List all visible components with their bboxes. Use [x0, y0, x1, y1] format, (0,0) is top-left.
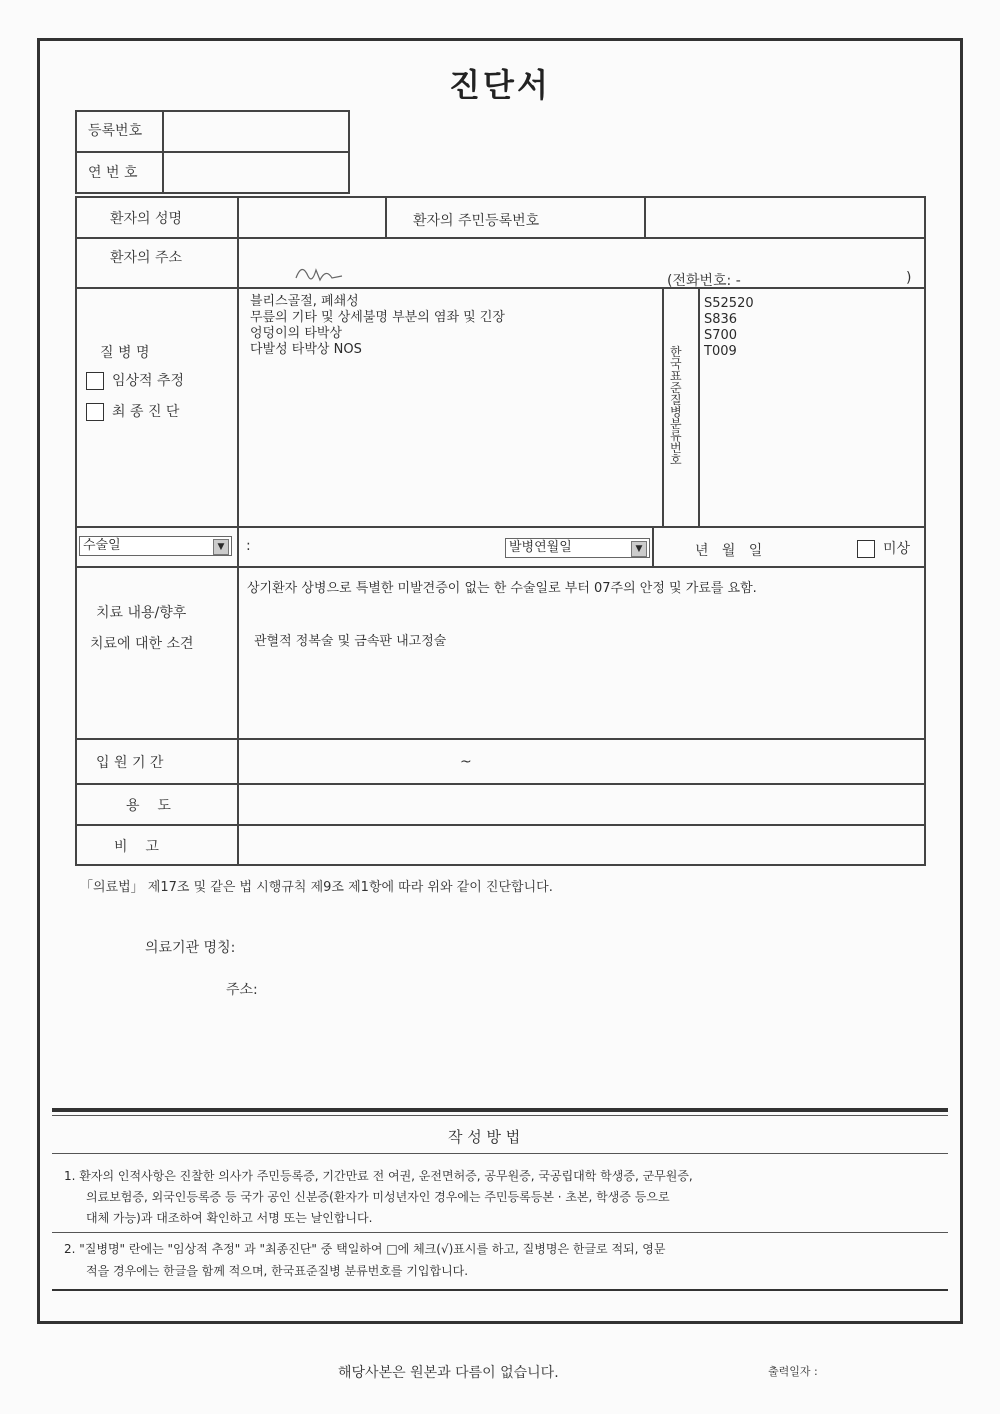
- date-type-select[interactable]: [79, 536, 232, 556]
- phone-close: ): [906, 270, 912, 286]
- legal-statement: 「의료법」 제17조 및 같은 법 시행규칙 제9조 제1항에 따라 위와 같이 진단합니다.: [80, 880, 553, 895]
- instruction-line: 대체 가능)과 대조하여 확인하고 서명 또는 날인합니다.: [86, 1211, 373, 1225]
- clinical-estimate-label: 임상적 추정: [112, 373, 185, 389]
- kcd-label: 한국표준질병분류번호: [670, 345, 682, 467]
- handwritten-mark: [292, 258, 348, 288]
- purpose-field[interactable]: [240, 786, 924, 823]
- serial-no-label: 연 번 호: [88, 165, 138, 181]
- instructions-item-1: [64, 1166, 693, 1229]
- reg-no-label: 등록번호: [88, 123, 143, 139]
- instruction-line: 2. "질병명" 란에는 "임상적 추정" 과 "최종진단" 중 택일하여 □에 체크(√)표시를 하고, 질병명은 한글로 적되, 영문: [64, 1242, 666, 1256]
- clinical-estimate-option[interactable]: [86, 370, 184, 390]
- treatment-text: 상기환자 상병으로 특별한 미발견증이 없는 한 수술일로 부터 07주의 안정 및 가료를 요함.: [247, 581, 757, 596]
- year-month-day: 년 월 일: [695, 543, 763, 559]
- treatment-label-1: 치료 내용/향후: [96, 605, 187, 621]
- unknown-option[interactable]: [857, 538, 910, 558]
- final-diagnosis-label: 최 종 진 단: [112, 404, 180, 420]
- kcd-code: S700: [704, 328, 738, 343]
- chevron-down-icon[interactable]: ▼: [631, 541, 647, 557]
- clinical-estimate-checkbox[interactable]: [86, 372, 104, 390]
- page-title: 진단서: [449, 66, 551, 104]
- diagnosis-item: 엉덩이의 타박상: [250, 326, 343, 341]
- unknown-checkbox[interactable]: [857, 540, 875, 558]
- patient-address-label: 환자의 주소: [110, 250, 183, 266]
- diagnosis-item: 무릎의 기타 및 상세불명 부분의 염좌 및 긴장: [250, 310, 505, 325]
- date-type-value: 수술일: [83, 538, 121, 553]
- unknown-label: 미상: [883, 541, 911, 557]
- final-diagnosis-checkbox[interactable]: [86, 403, 104, 421]
- print-date-label: 출력일자 :: [768, 1365, 818, 1378]
- chevron-down-icon[interactable]: ▼: [213, 539, 229, 555]
- instructions-item-2: [64, 1238, 665, 1282]
- instruction-line: 의료보험증, 외국인등록증 등 국가 공인 신분증(환자가 미성년자인 경우에는 주민등록등본 · 초본, 학생증 등으로: [86, 1190, 670, 1204]
- final-diagnosis-option[interactable]: [86, 401, 179, 421]
- treatment-label-2: 치료에 대한 소견: [90, 636, 194, 652]
- patient-rrn-label: 환자의 주민등록번호: [413, 213, 540, 229]
- patient-name-field[interactable]: [240, 198, 384, 236]
- serial-no-field[interactable]: [165, 154, 348, 192]
- remarks-field[interactable]: [240, 827, 924, 864]
- kcd-code: S836: [704, 312, 738, 327]
- institution-name-label: 의료기관 명칭:: [145, 940, 236, 956]
- diagnosis-item: 다발성 타박상 NOS: [250, 342, 362, 357]
- patient-rrn-field[interactable]: [647, 198, 924, 236]
- remarks-label: 비 고: [114, 839, 159, 855]
- kcd-code-list: [704, 296, 754, 360]
- kcd-code: T009: [704, 344, 737, 359]
- phone-label: (전화번호: -: [667, 273, 741, 289]
- kcd-code: S52520: [704, 296, 754, 311]
- onset-date-value: 발병연월일: [509, 540, 572, 555]
- purpose-label: 용 도: [126, 798, 171, 814]
- instructions-title: 작 성 방 법: [448, 1128, 521, 1146]
- admission-value: ~: [460, 754, 472, 770]
- patient-name-label: 환자의 성명: [110, 211, 183, 227]
- onset-date-select[interactable]: [505, 538, 650, 558]
- institution-address-label: 주소:: [226, 982, 258, 998]
- admission-label: 입 원 기 간: [96, 755, 164, 771]
- diagnosis-label: 질 병 명: [100, 345, 150, 361]
- instruction-line: 1. 환자의 인적사항은 진찰한 의사가 주민등록증, 기간만료 전 여권, 운전면허증, 공무원증, 국공립대학 학생증, 군무원증,: [64, 1169, 693, 1183]
- diagnosis-list: [250, 294, 505, 358]
- instruction-line: 적을 경우에는 한글을 함께 적으며, 한국표준질병 분류번호를 기입합니다.: [86, 1264, 469, 1278]
- diagnosis-item: 블리스골절, 폐쇄성: [250, 294, 359, 309]
- date-colon: :: [246, 538, 251, 554]
- reg-no-field[interactable]: [165, 112, 348, 150]
- treatment-procedure: 관혈적 정복술 및 금속판 내고정술: [254, 634, 447, 649]
- certify-copy-text: 해당사본은 원본과 다름이 없습니다.: [338, 1365, 559, 1381]
